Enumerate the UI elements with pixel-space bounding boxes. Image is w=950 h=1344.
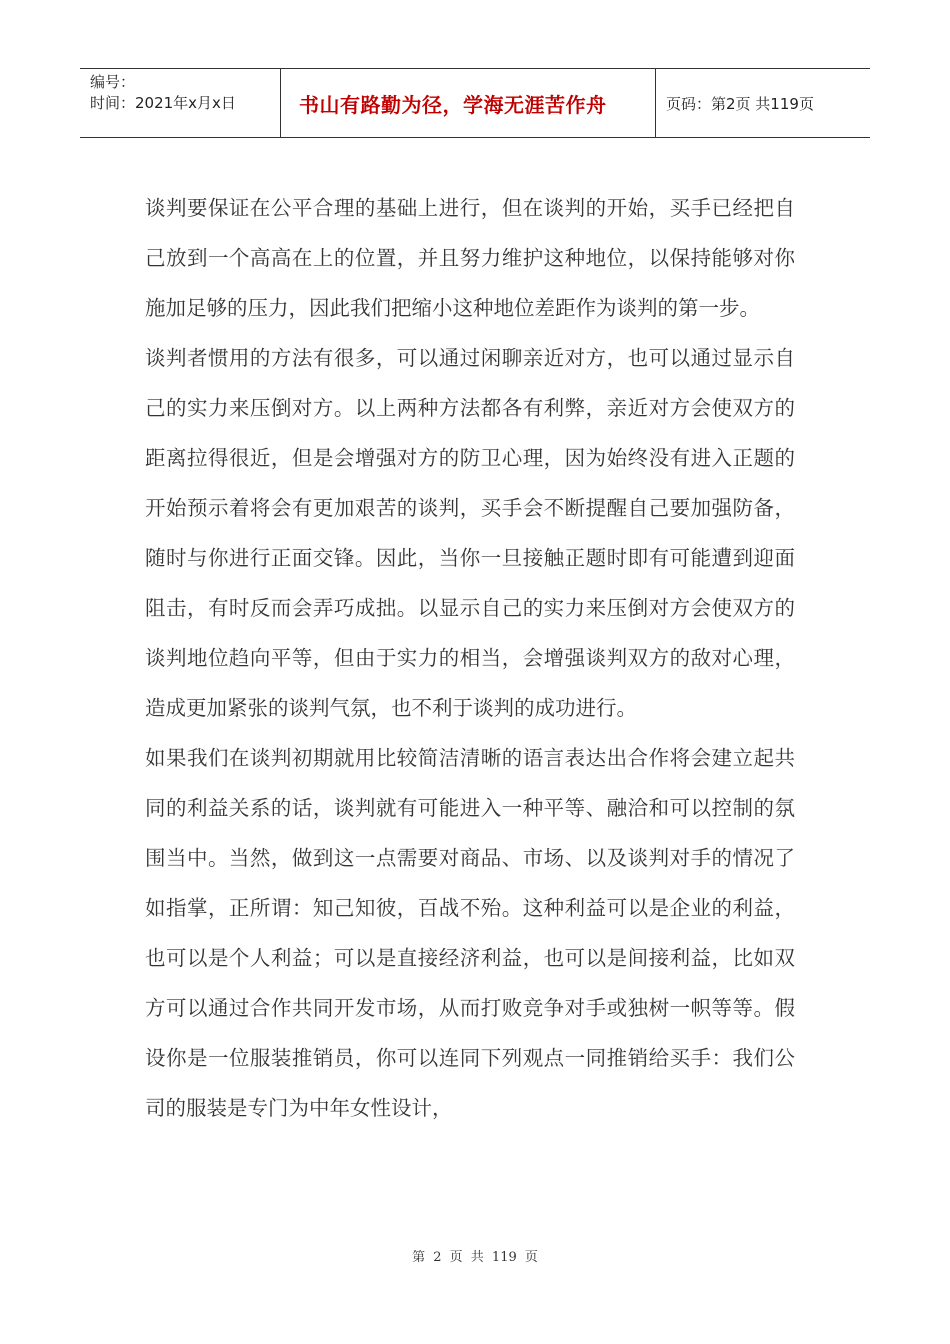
document-body <box>145 183 795 1133</box>
header-motto: 书山有路勤为径，学海无涯苦作舟 <box>281 69 656 137</box>
document-number-label: 编号： <box>90 73 136 91</box>
header-page-info: 页码：第2页 共119页 <box>666 94 814 113</box>
page-header <box>80 68 870 138</box>
page-footer: 第 2 页 共 119 页 <box>412 1250 538 1265</box>
paragraph-2: 谈判者惯用的方法有很多，可以通过闲聊亲近对方，也可以通过显示自己的实力来压倒对方。以上两种方法都各有利弊，亲近对方会使双方的距离拉得很近，但是会增强对方的防卫心理，因为始终没有进入正题的开始预示着将会有更加艰苦的谈判，买手会不断提醒自己要加强防备，随时与你进行正面交锋。因此，当你一旦接触正题时即有可能遭到迎面阻击，有时反而会弄巧成拙。以显示自己的实力来压倒对方会使双方的谈判地位趋向平等，但由于实力的相当，会增强谈判双方的敌对心理，造成更加紧张的谈判气氛，也不利于谈判的成功进行。 <box>145 346 795 720</box>
paragraph-1: 谈判要保证在公平合理的基础上进行，但在谈判的开始，买手已经把自己放到一个高高在上的位置，并且努力维护这种地位，以保持能够对你施加足够的压力，因此我们把缩小这种地位差距作为谈判的第一步。 <box>145 196 795 320</box>
paragraph-3: 如果我们在谈判初期就用比较简洁清晰的语言表达出合作将会建立起共同的利益关系的话，谈判就有可能进入一种平等、融洽和可以控制的氛围当中。当然，做到这一点需要对商品、市场、以及谈判对手的情况了如指掌，正所谓：知己知彼，百战不殆。这种利益可以是企业的利益，也可以是个人利益；可以是直接经济利益，也可以是间接利益，比如双方可以通过合作共同开发市场，从而打败竞争对手或独树一帜等等。假设你是一位服装推销员，你可以连同下列观点一同推销给买手：我们公司的服装是专门为中年女性设计， <box>145 746 795 1120</box>
document-time-label: 时间：2021年x月x日 <box>90 94 236 112</box>
header-meta <box>80 69 281 137</box>
